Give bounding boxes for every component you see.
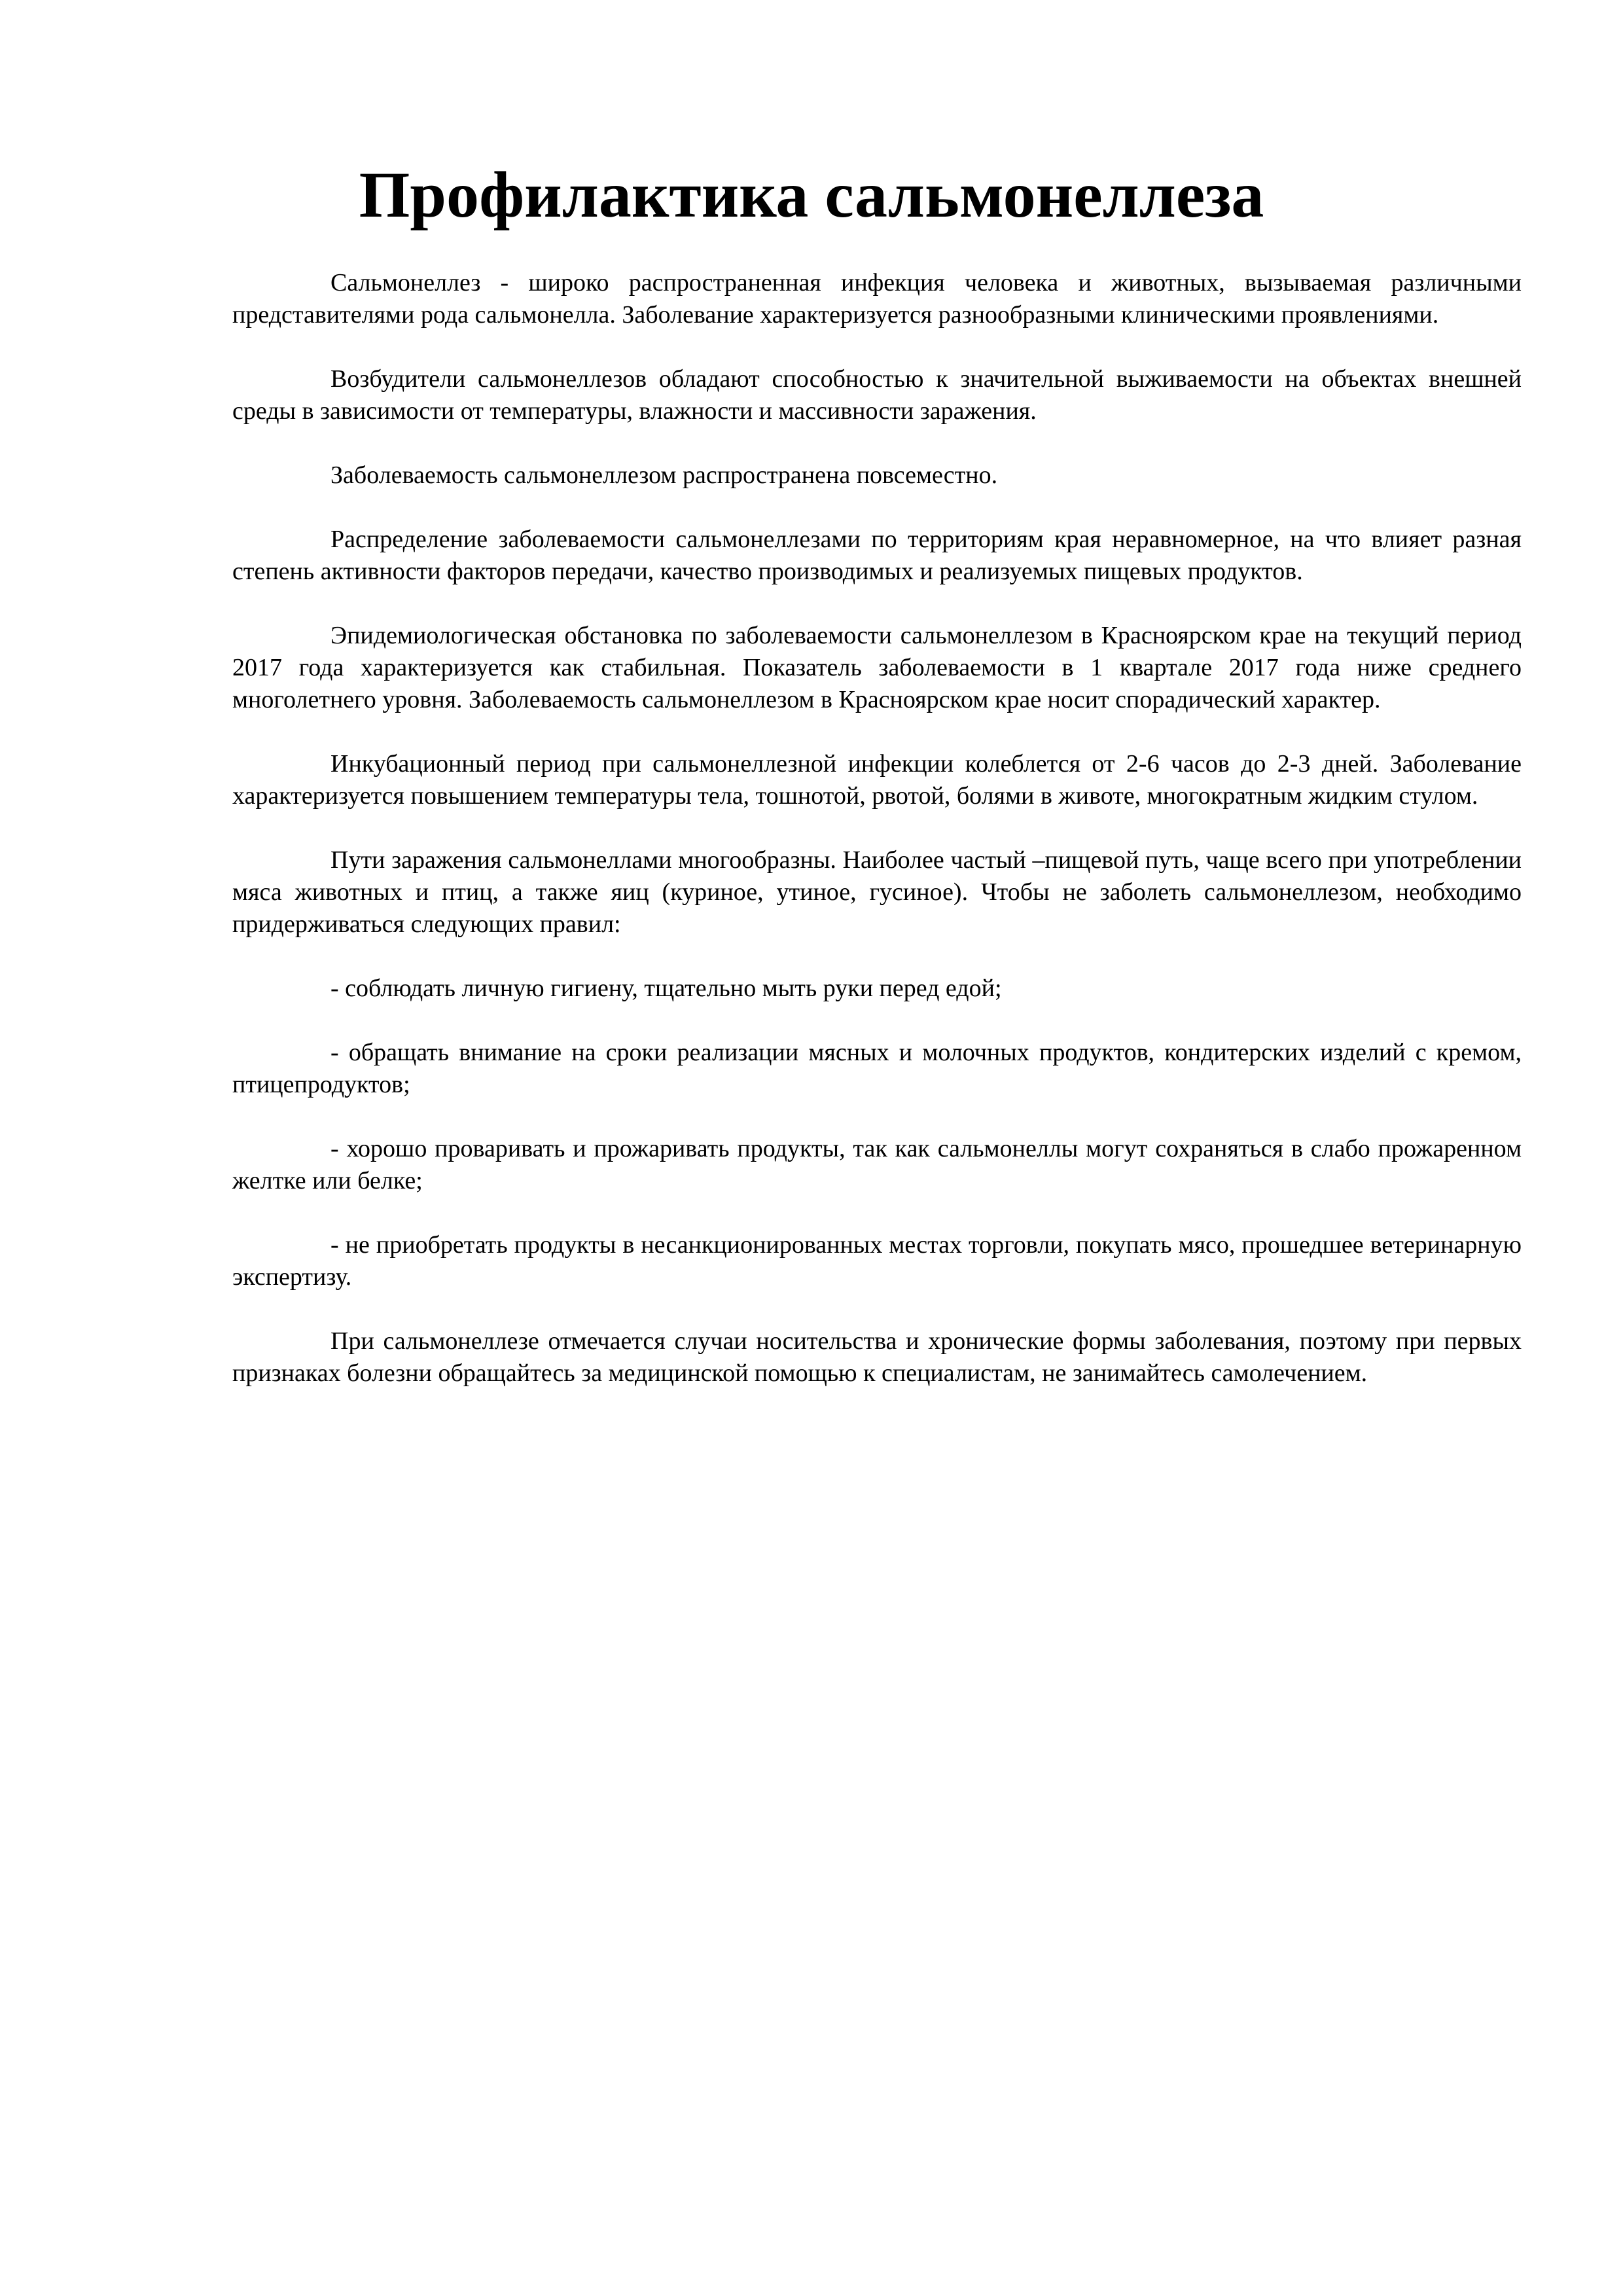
rule-expiry-dates: - обращать внимание на сроки реализации мясных и молочных продуктов, кондитерских изделий с кремом, птицепродуктов;: [232, 1039, 1522, 1098]
rule-authorized-purchase: - не приобретать продукты в несанкционированных местах торговли, покупать мясо, прошедшее ветеринарную экспертизу.: [232, 1231, 1522, 1291]
paragraph-pathogen-survival: Возбудители сальмонеллезов обладают способностью к значительной выживаемости на объектах внешней среды в зависимости от температуры, влажности и массивности заражения.: [232, 365, 1522, 425]
rule-hygiene: - соблюдать личную гигиену, тщательно мыть руки перед едой;: [330, 975, 1002, 1002]
rule-cooking: - хорошо проваривать и прожаривать продукты, так как сальмонеллы могут сохраняться в слабо прожаренном желтке или белке;: [232, 1135, 1522, 1194]
paragraph-conclusion: При сальмонеллезе отмечается случаи носительства и хронические формы заболевания, поэтому при первых признаках болезни обращайтесь за медицинской помощью к специалистам, не занимайтесь самолечением.: [232, 1327, 1522, 1387]
paragraph-definition: Сальмонеллез - широко распространенная инфекция человека и животных, вызываемая различными представителями рода сальмонелла. Заболевание характеризуется разнообразными клиническими проявлениями.: [232, 269, 1522, 329]
document-body: [232, 267, 1522, 1422]
paragraph-distribution: Распределение заболеваемости сальмонеллезами по территориям края неравномерное, на что влияет разная степень активности факторов передачи, качество производимых и реализуемых пищевых продуктов.: [232, 526, 1522, 585]
paragraph-epidemiology: Эпидемиологическая обстановка по заболеваемости сальмонеллезом в Красноярском крае на текущий период 2017 года характеризуется как стабильная. Показатель заболеваемости в 1 квартале 2017 года ниже среднего многолетнего уровня. Заболеваемость сальмонеллезом в Красноярском крае носит спорадический характер.: [232, 622, 1522, 713]
document-title: Профилактика сальмонеллеза: [359, 158, 1264, 231]
paragraph-prevalence: Заболеваемость сальмонеллезом распространена повсеместно.: [330, 461, 998, 489]
paragraph-incubation: Инкубационный период при сальмонеллезной инфекции колеблется от 2-6 часов до 2-3 дней. Заболевание характеризуется повышением температуры тела, тошнотой, рвотой, болями в животе, многократным жидким стулом.: [232, 750, 1522, 810]
paragraph-transmission: Пути заражения сальмонеллами многообразны. Наиболее частый –пищевой путь, чаще всего при употреблении мяса животных и птиц, а также яиц (куриное, утиное, гусиное). Чтобы не заболеть сальмонеллезом, необходимо придерживаться следующих правил:: [232, 846, 1522, 938]
